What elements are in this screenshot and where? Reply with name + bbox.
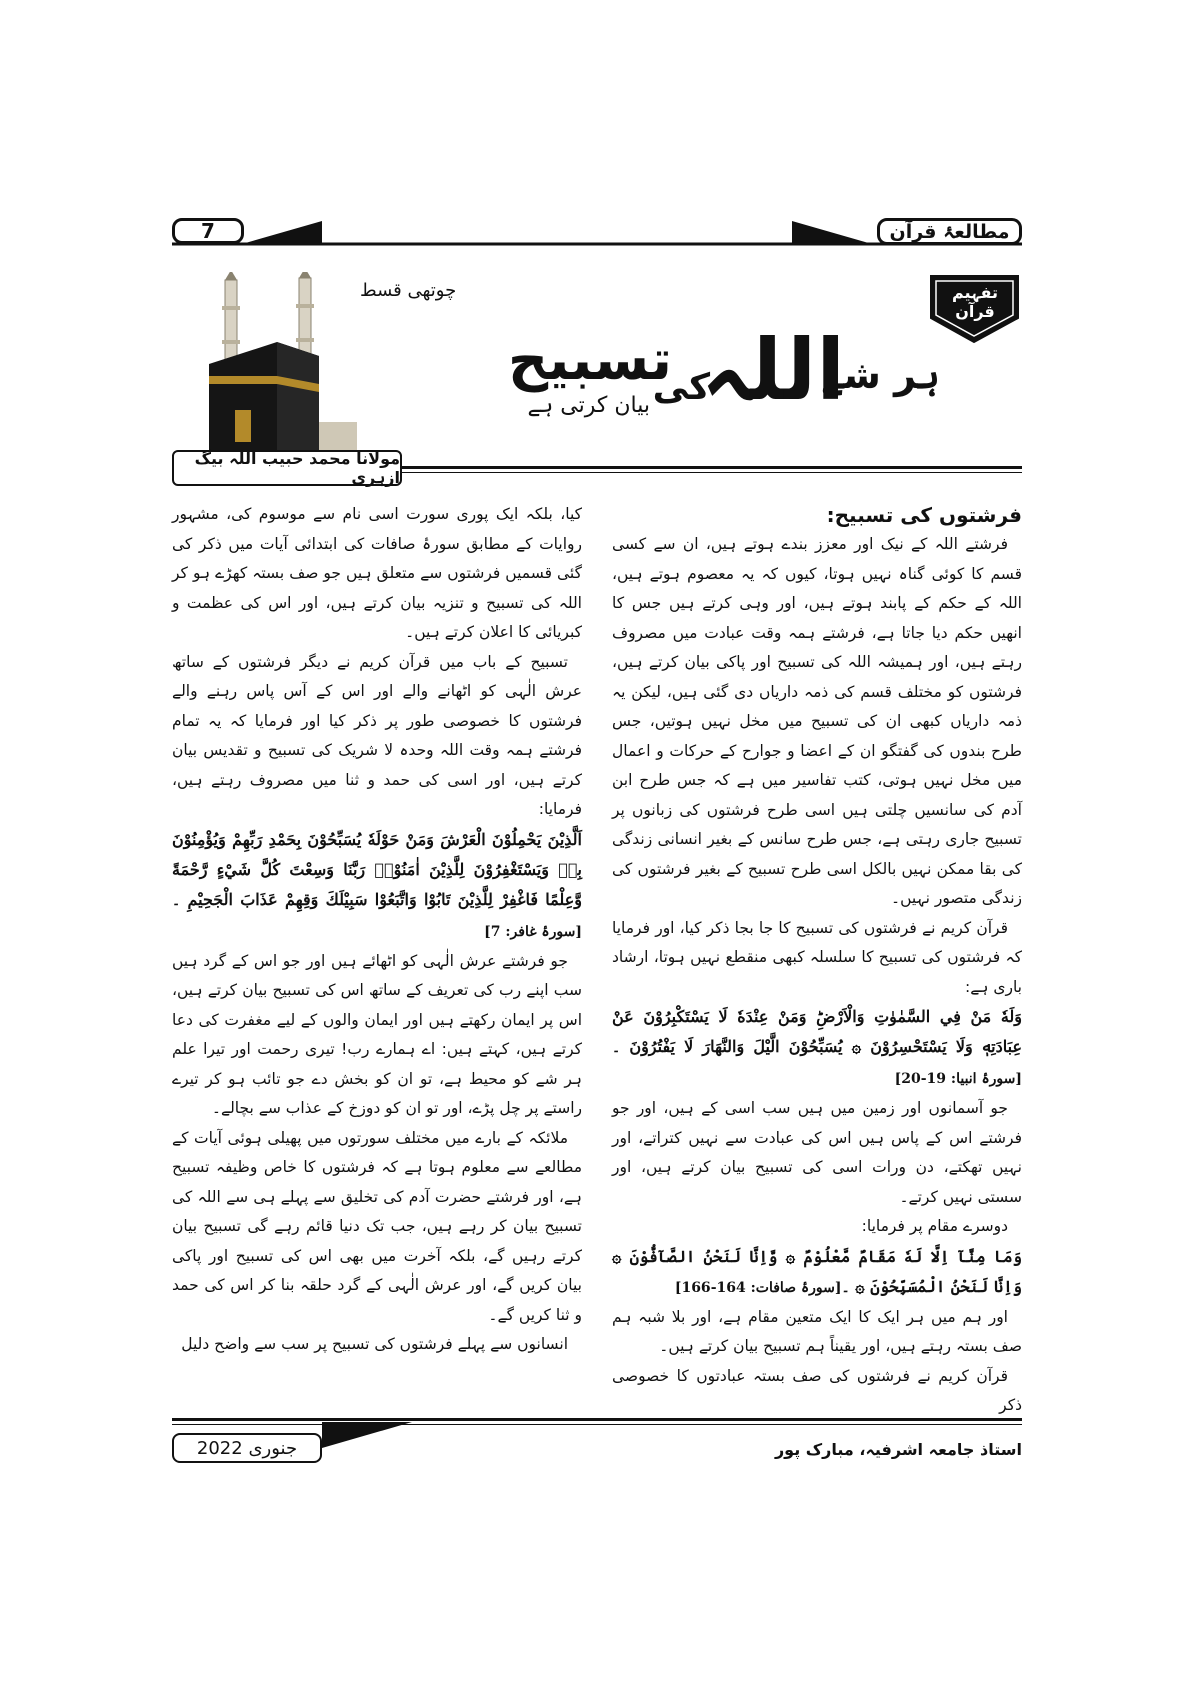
- page-number: 7: [172, 218, 244, 244]
- verse-reference: ۔[سورۂ غافر: 7]: [172, 892, 582, 940]
- paragraph: کیا، بلکہ ایک پوری سورت اسی نام سے موسوم کی، مشہور روایات کے مطابق سورۂ صافات کی ابتدائی آیات میں ذکر کی گئی قسمیں فرشتوں سے متعلق ہیں جو صف بستہ کھڑے ہو کر اللہ کی تسبیح و تنزیہ بیان کرتے ہیں، اور اس کی عظمت و کبریائی کا اعلان کرتے ہیں۔: [172, 505, 582, 641]
- verse-text: وَمَا مِنَّآ اِلَّا لَهٗ مَقَامٌ مَّعْلُوْمٌ ۞ وَّاِنَّا لَنَحْنُ الصَّآفُّوْنَ ۞ وَاِنَّا لَنَحْنُ الْمُسَبِّحُوْنَ ۞: [612, 1246, 1022, 1296]
- verse-reference: ۔[سورۂ انبیا: 19-20]: [612, 1040, 1022, 1087]
- paragraph: جو فرشتے عرش الٰہی کو اٹھائے ہیں اور جو اس کے گرد ہیں سب اپنے رب کی تعریف کے ساتھ اس کی تسبیح بیان کرتے ہیں، اس پر ایمان رکھتے ہیں اور ایمان والوں کے لیے مغفرت کی دعا کرتے ہیں، کہتے ہیں: اے ہمارے رب! تیری رحمت اور تیرا علم ہر شے کو محیط ہے، تو ان کو بخش دے جو تائب ہو کر تیرے راستے پر چل پڑے، اور تو ان کو دوزخ کے عذاب سے بچالے۔: [172, 951, 582, 1117]
- verse-reference: ۔[سورۂ صافات: 164-166]: [674, 1279, 850, 1296]
- verse-text: اَلَّذِيْنَ يَحْمِلُوْنَ الْعَرْشَ وَمَنْ حَوْلَهٗ يُسَبِّحُوْنَ بِحَمْدِ رَبِّهِمْ وَيُؤْمِنُوْنَ بِهٖ وَيَسْتَغْفِرُوْنَ لِلَّذِيْنَ اٰمَنُوْاۚ رَبَّنَا وَسِعْتَ كُلَّ شَيْءٍ رَّحْمَةً وَّعِلْمًا فَاغْفِرْ لِلَّذِيْنَ تَابُوْا وَاتَّبَعُوْا سَبِيْلَكَ وَقِهِمْ عَذَابَ الْجَحِيْمِ: [172, 829, 583, 909]
- badge-label: تفہیم قرآن: [952, 283, 998, 321]
- author-rule-thin: [402, 472, 1022, 473]
- footer-wedge: [322, 1422, 412, 1450]
- paragraph: دوسرے مقام پر فرمایا:: [861, 1217, 1008, 1235]
- title-part-allah: اللہ: [701, 321, 845, 419]
- title-part-ki: کی: [652, 367, 710, 408]
- paragraph: اور ہم میں ہر ایک کا ایک متعین مقام ہے، اور بلا شبہ ہم صف بستہ رہتے ہیں، اور یقیناً ہم تسبیح بیان کرتے ہیں۔: [612, 1307, 1022, 1355]
- quran-verse: [612, 1242, 1022, 1303]
- paragraph: جو آسمانوں اور زمین میں ہیں سب اسی کے ہیں، اور جو فرشتے اس کے پاس ہیں اس کی عبادت سے نہیں کتراتے، اور نہیں تھکتے، دن ورات اسی کی تسبیح بیان کرتے ہیں، اور سستی نہیں کرتے۔: [612, 1099, 1022, 1206]
- author-rule: [402, 466, 1022, 469]
- paragraph: قرآن کریم نے فرشتوں کی تسبیح کا جا بجا ذکر کیا، اور فرمایا کہ فرشتوں کی تسبیح کا سلسلہ کبھی منقطع نہیں ہوتا، ارشاد باری ہے:: [612, 918, 1022, 996]
- left-column: [172, 500, 582, 1360]
- installment-label: چوتھی قسط: [360, 280, 457, 301]
- title-part-har-shay: ہر شے: [821, 353, 940, 397]
- verse-text: وَلَهٗ مَنْ فِي السَّمٰوٰتِ وَالْاَرْضِؕ وَمَنْ عِنْدَهٗ لَا يَسْتَكْبِرُوْنَ عَنْ عِبَادَتِهٖ وَلَا يَسْتَحْسِرُوْنَ ۞ يُسَبِّحُوْنَ الَّيْلَ وَالنَّهَارَ لَا يَفْتُرُوْنَ: [612, 1007, 1022, 1056]
- quran-verse: [612, 1002, 1022, 1094]
- footer-rule: [172, 1418, 1022, 1421]
- paragraph: فرشتے اللہ کے نیک اور معزز بندے ہوتے ہیں، ان سے کسی قسم کا کوئی گناہ نہیں ہوتا، کیوں کہ یہ معصوم ہوتے ہیں، اللہ کے حکم کے پابند ہوتے ہیں، اور وہی کرتے ہیں جس کا انھیں حکم دیا جاتا ہے، فرشتے ہمہ وقت عبادت میں مصروف رہتے ہیں، اور ہمیشہ اللہ کی تسبیح اور پاکی بیان کرتے ہیں، فرشتوں کو مختلف قسم کی ذمہ داریاں دی گئی ہیں، لیکن یہ ذمہ داریاں کبھی ان کی تسبیح میں مخل نہیں ہوتیں، جس طرح بندوں کی گفتگو ان کے اعضا و جوارح کے حرکات و اعمال میں مخل نہیں ہوتی، کتب تفاسیر میں ہے کہ جس طرح ابن آدم کی سانسیں چلتی ہیں اسی طرح فرشتوں کی زبانوں پر تسبیح جاری رہتی ہے، جس طرح سانس کے بغیر انسانی زندگی کی بقا ممکن نہیں بالکل اسی طرح تسبیح کے بغیر فرشتوں کی زندگی متصور نہیں۔: [612, 535, 1022, 907]
- paragraph: انسانوں سے پہلے فرشتوں کی تسبیح پر سب سے واضح دلیل: [181, 1335, 568, 1353]
- section-title: مطالعۂ قرآن: [877, 218, 1022, 245]
- article-title: [507, 315, 940, 455]
- title-part-bayan: بیان کرتی ہے: [527, 393, 650, 418]
- paragraph: تسبیح کے باب میں قرآن کریم نے دیگر فرشتوں کے ساتھ عرش الٰہی کو اٹھانے والے اور اس کے آس پاس رہنے والے فرشتوں کا خصوصی طور پر ذکر کیا اور فرمایا کہ یہ تمام فرشتے ہمہ وقت اللہ وحدہ لا شریک کی تسبیح و تقدیس بیان کرتے ہیں، اور اسی کی حمد و ثنا میں مصروف رہتے ہیں، فرمایا:: [172, 652, 582, 818]
- issue-date: جنوری 2022: [172, 1433, 322, 1463]
- right-column: [612, 500, 1022, 1421]
- quran-verse: [172, 825, 582, 947]
- section-heading: فرشتوں کی تسبیح:: [826, 503, 1022, 527]
- paragraph: قرآن کریم نے فرشتوں کی صف بستہ عبادتوں کا خصوصی ذکر: [612, 1366, 1022, 1414]
- title-part-tasbeeh: تسبیح: [507, 328, 672, 393]
- author-name: مولانا محمد حبیب اللہ بیگ ازہری: [172, 450, 402, 486]
- author-affiliation: استاذ جامعہ اشرفیہ، مبارک پور: [774, 1440, 1022, 1459]
- kaaba-image: [207, 272, 357, 452]
- footer-rule-thin: [172, 1424, 1022, 1425]
- paragraph: ملائکہ کے بارے میں مختلف سورتوں میں پھیلی ہوئی آیات کے مطالعے سے معلوم ہوتا ہے کہ فرشتوں کا خاص وظیفہ تسبیح ہے، اور فرشتے حضرت آدم کی تخلیق سے پہلے ہی سے اللہ کی تسبیح بیان کر رہے ہیں، جب تک دنیا قائم رہے گی تسبیح بیان کرتے رہیں گے، بلکہ آخرت میں بھی اس کی تسبیح اور پاکی بیان کریں گے، اور عرش الٰہی کے گرد حلقہ بنا کر اس کی حمد و ثنا کریں گے۔: [172, 1128, 582, 1324]
